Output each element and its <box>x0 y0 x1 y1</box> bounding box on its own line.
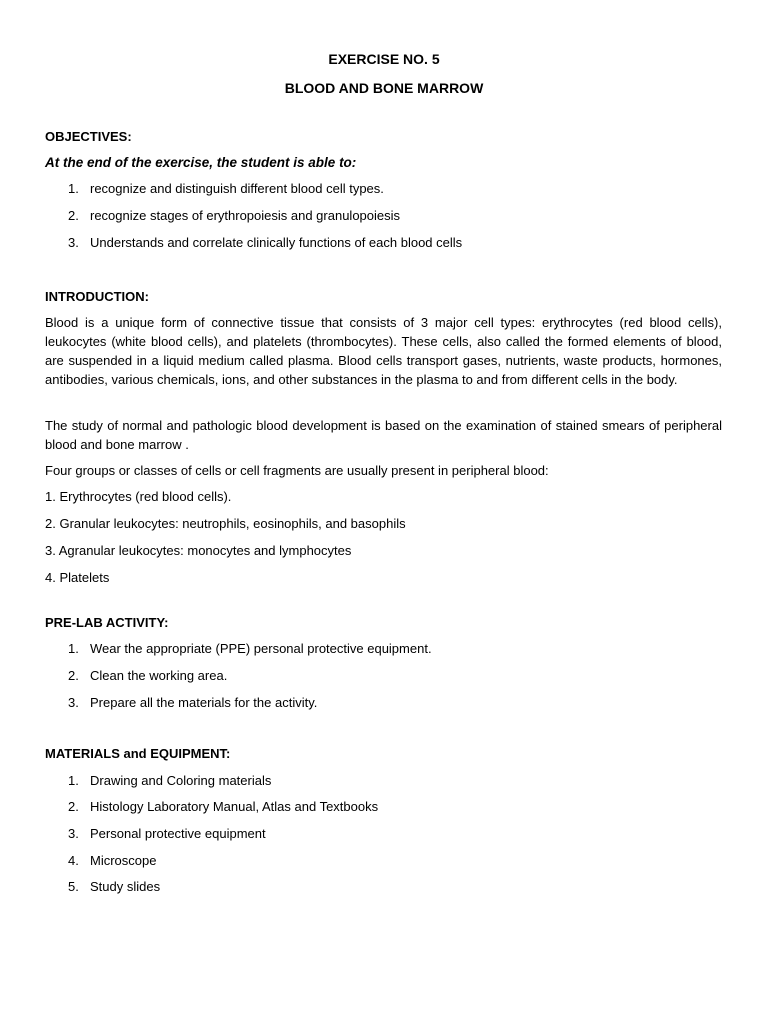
list-item-number: 3. <box>68 826 79 841</box>
list-item-number: 1. <box>68 181 79 196</box>
introduction-paragraph-3: Four groups or classes of cells or cell fragments are usually present in peripheral blood: <box>45 463 549 478</box>
list-item-text: Drawing and Coloring materials <box>90 773 272 788</box>
list-item-number: 3. <box>68 695 79 710</box>
list-item-text: Study slides <box>90 879 161 894</box>
objectives-lead: At the end of the exercise, the student is able to: <box>45 155 357 170</box>
list-item-text: Personal protective equipment <box>90 826 266 841</box>
cell-group-item: 3. Agranular leukocytes: monocytes and lymphocytes <box>45 543 352 558</box>
exercise-number: EXERCISE NO. 5 <box>328 51 440 67</box>
introduction-heading: INTRODUCTION: <box>45 289 149 304</box>
prelab-heading: PRE-LAB ACTIVITY: <box>45 615 169 630</box>
cell-group-item: 1. Erythrocytes (red blood cells). <box>45 489 232 504</box>
list-item-text: Prepare all the materials for the activity. <box>90 695 318 710</box>
introduction-paragraph-2: The study of normal and pathologic blood development is based on the examination of stained smears of peripheral blood and bone marrow . <box>45 418 722 452</box>
list-item-text: recognize stages of erythropoiesis and granulopoiesis <box>90 208 401 223</box>
list-item-number: 2. <box>68 799 79 814</box>
list-item-number: 5. <box>68 879 79 894</box>
list-item-number: 2. <box>68 208 79 223</box>
list-item-number: 2. <box>68 668 79 683</box>
list-item-text: Microscope <box>90 853 157 868</box>
list-item-number: 1. <box>68 773 79 788</box>
page-title: BLOOD AND BONE MARROW <box>284 80 484 96</box>
list-item-number: 4. <box>68 853 79 868</box>
list-item-text: Histology Laboratory Manual, Atlas and Textbooks <box>90 799 379 814</box>
introduction-paragraph-1: Blood is a unique form of connective tissue that consists of 3 major cell types: erythrocytes (red blood cells), leukocytes (white blood cells), and platelets (thrombocytes). These cells, also called the formed elements of blood, are suspended in a liquid medium called plasma. Blood cells transport gases, nutrients, waste products, hormones, antibodies, various chemicals, ions, and other substances in the plasma to and from different cells in the body. <box>45 315 722 387</box>
list-item-number: 1. <box>68 641 79 656</box>
list-item-text: Wear the appropriate (PPE) personal protective equipment. <box>90 641 432 656</box>
list-item-number: 3. <box>68 235 79 250</box>
list-item-text: Understands and correlate clinically functions of each blood cells <box>90 235 463 250</box>
list-item-text: Clean the working area. <box>90 668 228 683</box>
objectives-heading: OBJECTIVES: <box>45 129 132 144</box>
list-item-text: recognize and distinguish different blood cell types. <box>90 181 384 196</box>
cell-group-item: 2. Granular leukocytes: neutrophils, eosinophils, and basophils <box>45 516 406 531</box>
materials-heading: MATERIALS and EQUIPMENT: <box>45 746 231 761</box>
cell-group-item: 4. Platelets <box>45 570 110 585</box>
